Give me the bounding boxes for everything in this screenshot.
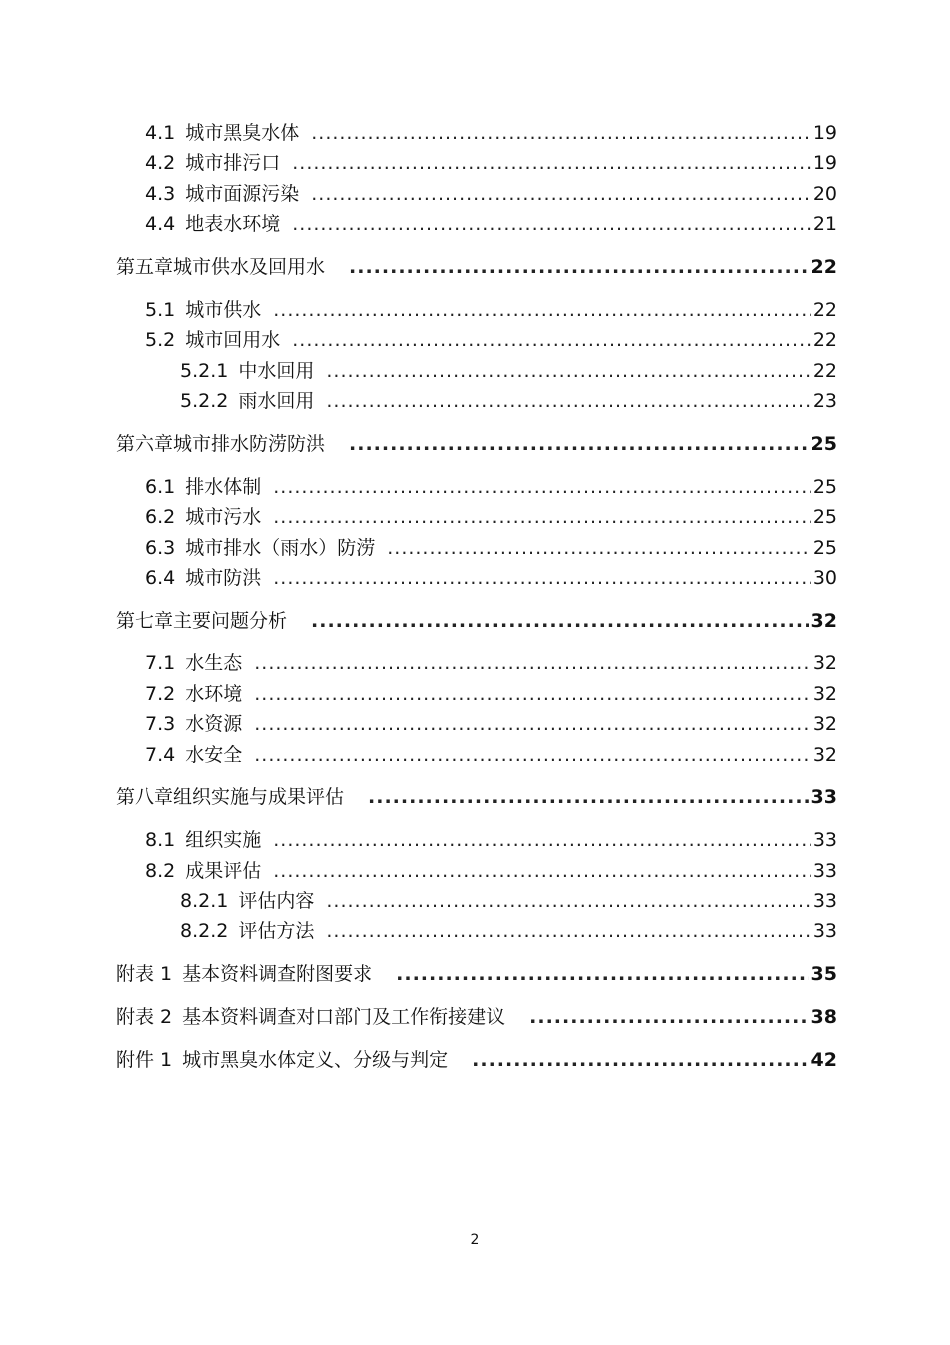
toc-page: 21 <box>812 213 837 235</box>
toc-page: 33 <box>812 829 837 851</box>
toc-page: 20 <box>812 183 837 205</box>
toc-title: 水安全 <box>185 744 243 766</box>
toc-dot-leader <box>254 742 811 768</box>
toc-number: 6.3 <box>145 537 176 559</box>
toc-number: 4.4 <box>145 213 176 235</box>
toc-dot-leader <box>273 474 811 500</box>
toc-number: 5.1 <box>145 299 176 321</box>
toc-number: 7.1 <box>145 652 176 674</box>
toc-title: 基本资料调查附图要求 <box>182 963 373 985</box>
toc-page: 32 <box>812 683 837 705</box>
toc-dot-leader <box>273 297 811 323</box>
toc-dot-leader <box>349 431 809 457</box>
toc-page: 38 <box>810 1006 837 1028</box>
toc-entry-7-3[interactable] <box>145 711 837 737</box>
toc-dot-leader <box>326 388 810 414</box>
toc-title: 水资源 <box>185 713 243 735</box>
toc-page: 32 <box>812 652 837 674</box>
toc-page: 22 <box>812 360 837 382</box>
toc-dot-leader <box>254 681 811 707</box>
toc-dot-leader <box>273 827 811 853</box>
toc-title: 雨水回用 <box>238 390 315 412</box>
toc-entry-5-2[interactable] <box>145 327 837 353</box>
toc-number: 8.2.2 <box>180 920 229 942</box>
toc-entry-8-1[interactable] <box>145 827 837 853</box>
toc-title: 城市排污口 <box>185 152 281 174</box>
toc-dot-leader <box>472 1047 808 1073</box>
toc-number: 7.3 <box>145 713 176 735</box>
toc-dot-leader <box>273 858 811 884</box>
toc-dot-leader <box>254 711 811 737</box>
toc-title: 基本资料调查对口部门及工作衔接建议 <box>182 1006 506 1028</box>
page-number: 2 <box>470 1232 480 1248</box>
toc-title: 城市回用水 <box>185 329 281 351</box>
toc-dot-leader <box>292 150 811 176</box>
toc-entry-8-2-2[interactable] <box>180 918 837 944</box>
toc-page: 25 <box>812 537 837 559</box>
toc-dot-leader <box>387 535 811 561</box>
toc-dot-leader <box>349 254 809 280</box>
toc-number: 附表 1 <box>116 963 173 985</box>
toc-appendix-table-2[interactable] <box>116 1004 837 1030</box>
toc-page: 25 <box>810 433 837 455</box>
toc-entry-6-3[interactable] <box>145 535 837 561</box>
toc-entry-6-2[interactable] <box>145 504 837 530</box>
toc-number: 7.4 <box>145 744 176 766</box>
toc-page: 32 <box>812 744 837 766</box>
toc-dot-leader <box>529 1004 808 1030</box>
toc-number: 8.2 <box>145 860 176 882</box>
toc-entry-4-4[interactable] <box>145 211 837 237</box>
toc-chapter-6[interactable] <box>116 431 837 457</box>
toc-chapter-5[interactable] <box>116 254 837 280</box>
toc-dot-leader <box>292 211 811 237</box>
toc-title: 水环境 <box>185 683 243 705</box>
toc-title: 评估方法 <box>238 920 315 942</box>
toc-title: 排水体制 <box>185 476 262 498</box>
toc-number: 附表 2 <box>116 1006 173 1028</box>
toc-title: 第八章组织实施与成果评估 <box>116 786 345 808</box>
toc-title: 城市面源污染 <box>185 183 300 205</box>
toc-title: 城市黑臭水体 <box>185 122 300 144</box>
toc-entry-4-1[interactable] <box>145 120 837 146</box>
toc-page: 19 <box>812 122 837 144</box>
toc-number: 8.2.1 <box>180 890 229 912</box>
toc-number: 4.1 <box>145 122 176 144</box>
toc-number: 6.4 <box>145 567 176 589</box>
toc-number: 附件 1 <box>116 1049 173 1071</box>
toc-entry-6-1[interactable] <box>145 474 837 500</box>
toc-page: 35 <box>810 963 837 985</box>
toc-page: 32 <box>810 610 837 632</box>
toc-number: 8.1 <box>145 829 176 851</box>
toc-entry-6-4[interactable] <box>145 565 837 591</box>
toc-chapter-8[interactable] <box>116 784 837 810</box>
toc-entry-7-4[interactable] <box>145 742 837 768</box>
toc-number: 4.3 <box>145 183 176 205</box>
toc-dot-leader <box>311 608 809 634</box>
toc-title: 评估内容 <box>238 890 315 912</box>
toc-page: 23 <box>812 390 837 412</box>
toc-title: 城市防洪 <box>185 567 262 589</box>
toc-dot-leader <box>326 918 810 944</box>
toc-title: 第七章主要问题分析 <box>116 610 288 632</box>
toc-dot-leader <box>254 650 811 676</box>
toc-appendix-table-1[interactable] <box>116 961 837 987</box>
toc-number: 6.1 <box>145 476 176 498</box>
toc-page: 32 <box>812 713 837 735</box>
toc-page: 22 <box>812 329 837 351</box>
toc-appendix-1[interactable] <box>116 1047 837 1073</box>
toc-title: 水生态 <box>185 652 243 674</box>
toc-number: 7.2 <box>145 683 176 705</box>
toc-page: 25 <box>812 476 837 498</box>
toc-page: 33 <box>812 920 837 942</box>
toc-entry-5-1[interactable] <box>145 297 837 323</box>
toc-title: 城市供水 <box>185 299 262 321</box>
toc-page: 22 <box>812 299 837 321</box>
toc-dot-leader <box>396 961 808 987</box>
toc-entry-8-2[interactable] <box>145 858 837 884</box>
toc-page: 30 <box>812 567 837 589</box>
toc-entry-7-1[interactable] <box>145 650 837 676</box>
toc-title: 地表水环境 <box>185 213 281 235</box>
toc-page: 25 <box>812 506 837 528</box>
toc-page: 33 <box>812 860 837 882</box>
toc-dot-leader <box>326 358 810 384</box>
toc-dot-leader <box>292 327 811 353</box>
toc-dot-leader <box>311 120 811 146</box>
toc-entry-5-2-2[interactable] <box>180 388 837 414</box>
toc-title: 成果评估 <box>185 860 262 882</box>
toc-title: 第六章城市排水防涝防洪 <box>116 433 326 455</box>
toc-entry-4-2[interactable] <box>145 150 837 176</box>
toc-dot-leader <box>311 181 811 207</box>
toc-dot-leader <box>273 565 811 591</box>
toc-entry-5-2-1[interactable] <box>180 358 837 384</box>
toc-title: 组织实施 <box>185 829 262 851</box>
toc-dot-leader <box>273 504 811 530</box>
toc-number: 4.2 <box>145 152 176 174</box>
toc-chapter-7[interactable] <box>116 608 837 634</box>
toc-dot-leader <box>368 784 809 810</box>
toc-title: 中水回用 <box>238 360 315 382</box>
toc-entry-7-2[interactable] <box>145 681 837 707</box>
toc-entry-8-2-1[interactable] <box>180 888 837 914</box>
toc-dot-leader <box>326 888 810 914</box>
toc-number: 5.2.1 <box>180 360 229 382</box>
toc-page: 19 <box>812 152 837 174</box>
toc-number: 5.2.2 <box>180 390 229 412</box>
toc-title: 城市黑臭水体定义、分级与判定 <box>182 1049 449 1071</box>
toc-page: 22 <box>810 256 837 278</box>
toc-title: 城市排水（雨水）防涝 <box>185 537 376 559</box>
toc-number: 6.2 <box>145 506 176 528</box>
toc-title: 城市污水 <box>185 506 262 528</box>
toc-page: 33 <box>810 786 837 808</box>
toc-entry-4-3[interactable] <box>145 181 837 207</box>
toc-page: 33 <box>812 890 837 912</box>
toc-page: 42 <box>810 1049 837 1071</box>
toc-number: 5.2 <box>145 329 176 351</box>
toc-title: 第五章城市供水及回用水 <box>116 256 326 278</box>
